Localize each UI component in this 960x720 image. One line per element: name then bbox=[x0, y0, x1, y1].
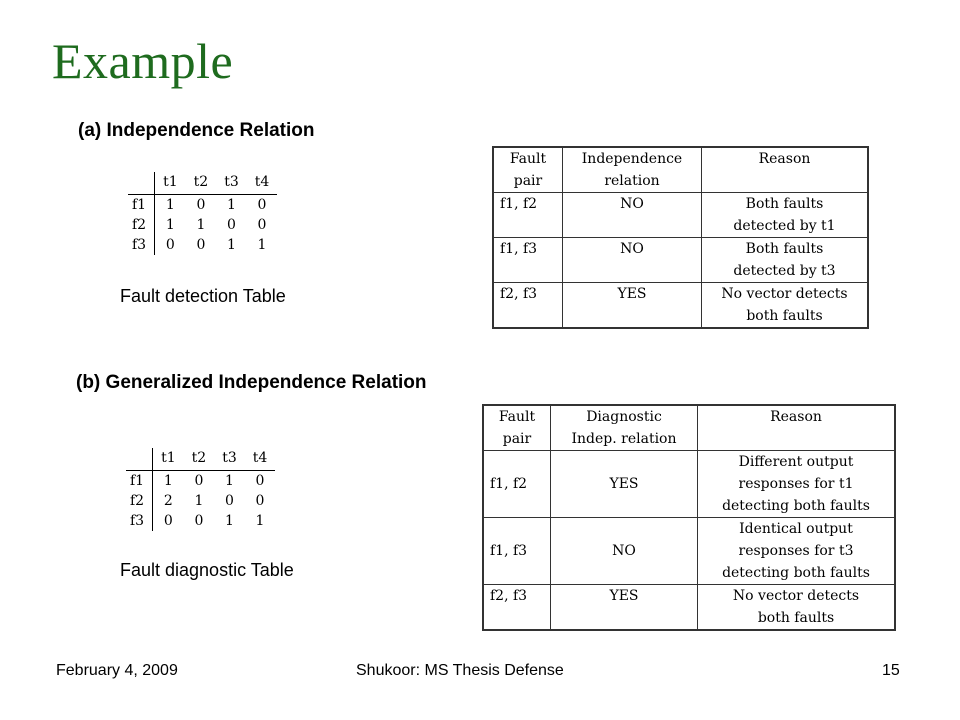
relation-cell: NO bbox=[551, 518, 698, 585]
header-relation: Independence relation bbox=[563, 147, 702, 193]
diagnostic-table-caption: Fault diagnostic Table bbox=[120, 560, 294, 580]
independence-relation-table bbox=[492, 146, 869, 329]
table-row bbox=[493, 283, 868, 329]
row-header: f3 bbox=[126, 511, 153, 531]
table-row bbox=[128, 195, 277, 216]
header-relation: Diagnostic Indep. relation bbox=[551, 405, 698, 451]
table-cell: 1 bbox=[165, 217, 175, 233]
row-header: f2 bbox=[126, 491, 153, 511]
relation-cell: NO bbox=[563, 238, 702, 283]
table-row bbox=[128, 235, 277, 255]
table-row bbox=[493, 193, 868, 238]
fault-pair-cell: f1, f3 bbox=[493, 238, 563, 283]
table-cell: 1 bbox=[227, 197, 236, 213]
fault-pair-cell: f2, f3 bbox=[493, 283, 563, 329]
header-fault-pair: Fault pair bbox=[493, 147, 563, 193]
column-header: t4 bbox=[245, 448, 276, 471]
footer-date: February 4, 2009 bbox=[56, 662, 178, 679]
column-header: t2 bbox=[186, 172, 217, 195]
table-row bbox=[126, 511, 275, 531]
table-cell: 0 bbox=[196, 237, 206, 253]
table-cell: 1 bbox=[165, 197, 175, 213]
row-header: f1 bbox=[126, 471, 153, 492]
relation-cell: YES bbox=[563, 283, 702, 329]
table-cell: 2 bbox=[163, 493, 173, 509]
fault-pair-cell: f2, f3 bbox=[483, 585, 551, 631]
table-cell: 0 bbox=[225, 493, 234, 509]
row-header: f3 bbox=[128, 235, 155, 255]
table-cell: 1 bbox=[255, 513, 265, 529]
table-cell: 1 bbox=[225, 473, 234, 489]
slide-title: Example bbox=[52, 33, 234, 89]
header-reason: Reason bbox=[698, 405, 896, 451]
table-cell: 1 bbox=[196, 217, 206, 233]
column-header: t2 bbox=[184, 448, 215, 471]
reason-cell: Both faults detected by t3 bbox=[702, 238, 869, 283]
table-cell: 1 bbox=[163, 473, 173, 489]
table-cell: 0 bbox=[194, 513, 204, 529]
footer-page-number: 15 bbox=[882, 662, 900, 679]
header-reason: Reason bbox=[702, 147, 869, 193]
table-cell: 0 bbox=[196, 197, 206, 213]
detection-table-caption: Fault detection Table bbox=[120, 286, 286, 306]
column-header: t4 bbox=[247, 172, 278, 195]
corner-cell bbox=[128, 172, 155, 195]
corner-cell bbox=[126, 448, 153, 471]
fault-detection-table bbox=[128, 172, 277, 255]
column-header: t1 bbox=[155, 172, 186, 195]
table-cell: 1 bbox=[225, 513, 234, 529]
relation-cell: NO bbox=[563, 193, 702, 238]
section-a-heading: (a) Independence Relation bbox=[78, 120, 315, 141]
reason-cell: Different output responses for t1 detecting both faults bbox=[698, 451, 896, 518]
table-cell: 0 bbox=[255, 473, 265, 489]
table-cell: 0 bbox=[257, 197, 267, 213]
table-row bbox=[483, 585, 895, 631]
reason-cell: Identical output responses for t3 detecting both faults bbox=[698, 518, 896, 585]
table-cell: 1 bbox=[194, 493, 204, 509]
footer-presentation-title: Shukoor: MS Thesis Defense bbox=[356, 662, 564, 679]
table-row bbox=[483, 518, 895, 585]
table-cell: 0 bbox=[257, 217, 267, 233]
table-cell: 0 bbox=[255, 493, 265, 509]
diagnostic-relation-table bbox=[482, 404, 896, 631]
reason-cell: Both faults detected by t1 bbox=[702, 193, 869, 238]
header-fault-pair: Fault pair bbox=[483, 405, 551, 451]
table-cell: 0 bbox=[194, 473, 204, 489]
fault-diagnostic-table bbox=[126, 448, 275, 531]
table-row bbox=[126, 471, 275, 492]
fault-pair-cell: f1, f3 bbox=[483, 518, 551, 585]
fault-pair-cell: f1, f2 bbox=[483, 451, 551, 518]
table-cell: 0 bbox=[227, 217, 236, 233]
table-row bbox=[493, 238, 868, 283]
column-header: t3 bbox=[216, 172, 247, 195]
table-cell: 1 bbox=[257, 237, 267, 253]
table-cell: 0 bbox=[163, 513, 173, 529]
column-header: t1 bbox=[153, 448, 184, 471]
relation-cell: YES bbox=[551, 585, 698, 631]
relation-cell: YES bbox=[551, 451, 698, 518]
column-header: t3 bbox=[214, 448, 245, 471]
table-row bbox=[128, 215, 277, 235]
reason-cell: No vector detects both faults bbox=[702, 283, 869, 329]
table-row bbox=[483, 451, 895, 518]
section-b-heading: (b) Generalized Independence Relation bbox=[76, 372, 427, 393]
table-cell: 0 bbox=[165, 237, 175, 253]
row-header: f1 bbox=[128, 195, 155, 216]
fault-pair-cell: f1, f2 bbox=[493, 193, 563, 238]
reason-cell: No vector detects both faults bbox=[698, 585, 896, 631]
table-cell: 1 bbox=[227, 237, 236, 253]
table-row bbox=[126, 491, 275, 511]
row-header: f2 bbox=[128, 215, 155, 235]
